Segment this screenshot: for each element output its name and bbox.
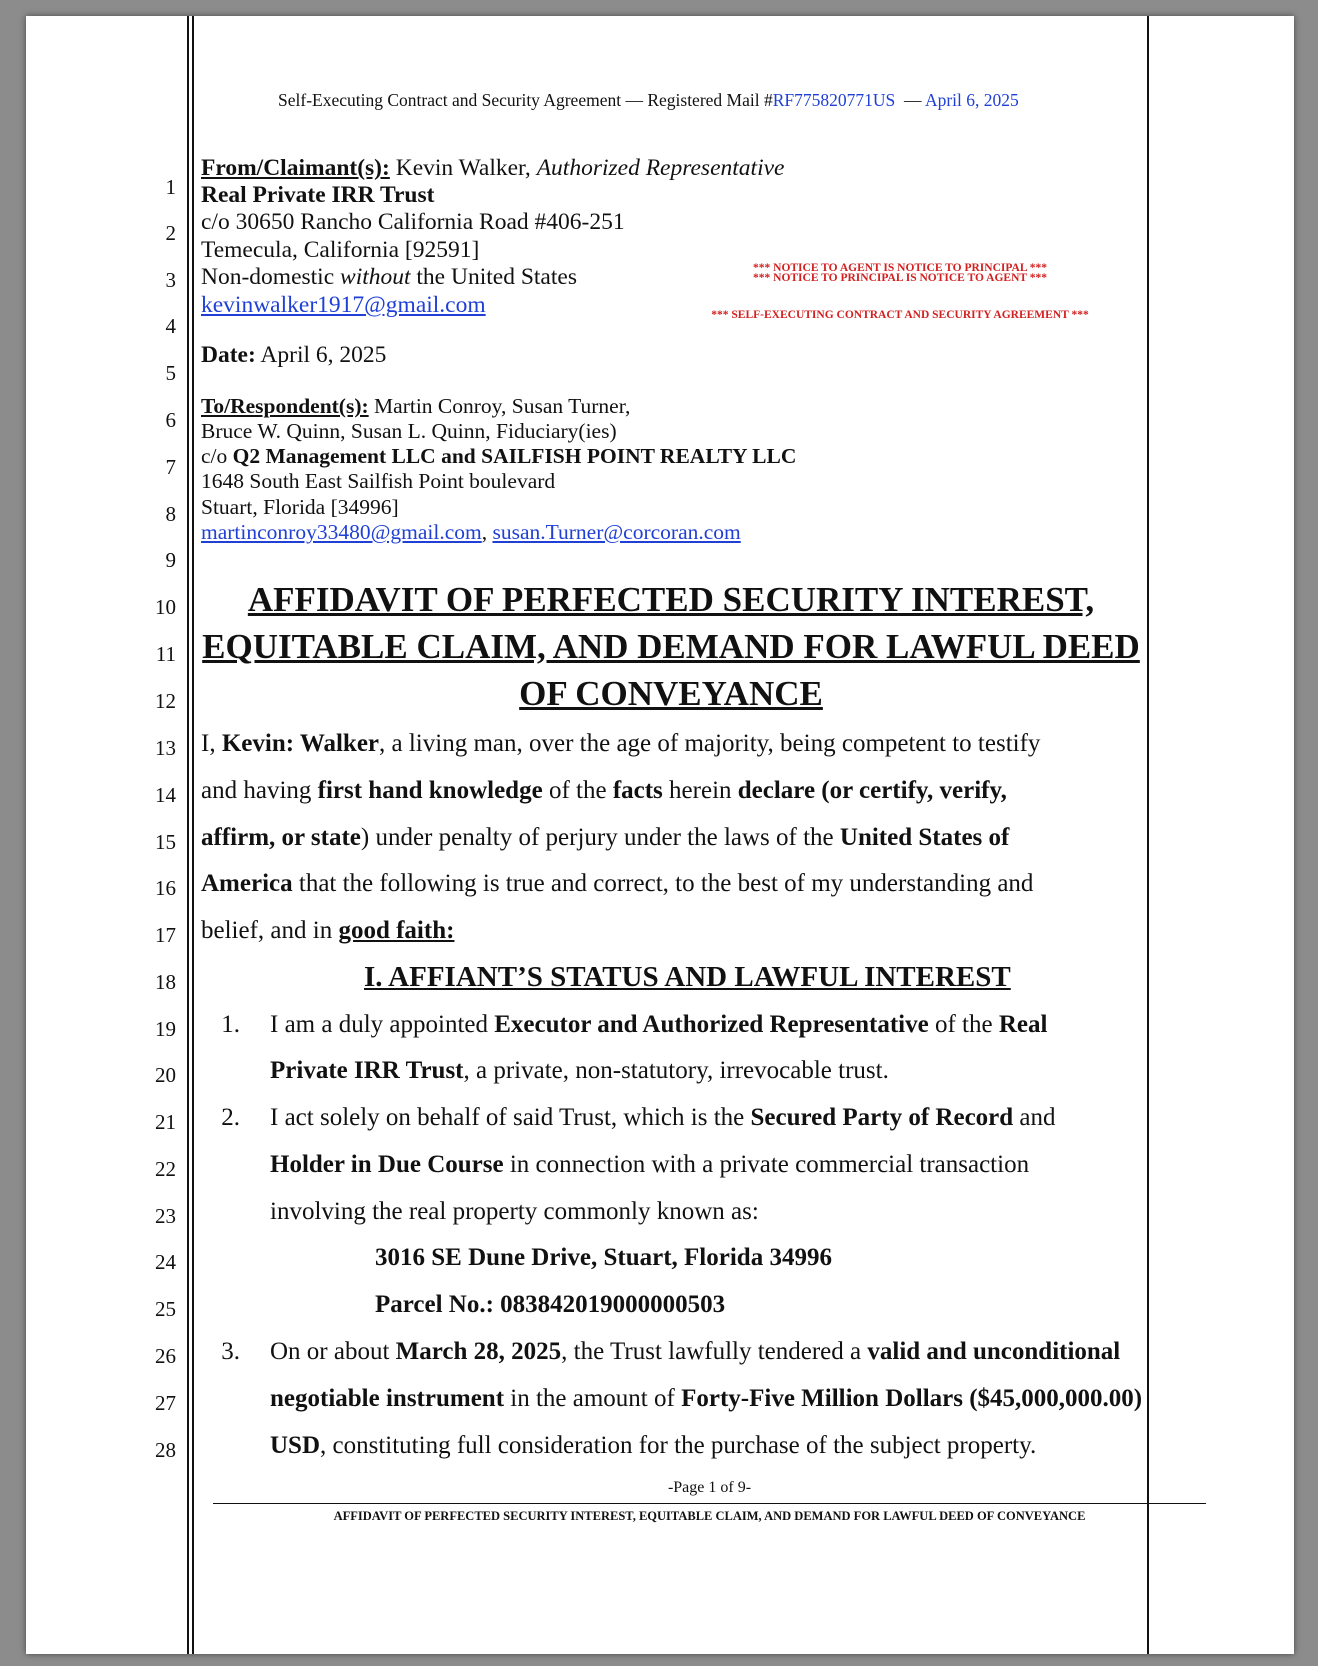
item-2-line-21: I act solely on behalf of said Trust, which is the Secured Party of Record and (270, 1104, 1056, 1131)
line-number: 2 (165, 221, 176, 245)
item-3-line-28: USD, constituting full consideration for the purchase of the subject property. (270, 1432, 1037, 1459)
respondent-address-2: Stuart, Florida [34996] (201, 495, 399, 519)
item-1-number: 1. (221, 1011, 240, 1038)
date-value: April 6, 2025 (260, 342, 387, 368)
line-number: 28 (155, 1438, 176, 1462)
intro-line-15: affirm, or state) under penalty of perjury under the laws of the United States of (201, 824, 1010, 851)
line-number: 27 (155, 1391, 176, 1415)
header-dash: — (904, 90, 922, 110)
intro-line-17: belief, and in good faith: (201, 917, 455, 944)
item-3-number: 3. (221, 1338, 240, 1365)
respondent-names-1: Martin Conroy, Susan Turner, (374, 394, 631, 418)
line-number: 23 (155, 1204, 176, 1228)
section-heading: I. AFFIANT’S STATUS AND LAWFUL INTEREST (364, 961, 1011, 993)
intro-line-16: America that the following is true and correct, to the best of my understanding and (201, 870, 1034, 897)
respondent-emails: martinconroy33480@gmail.com, susan.Turner@corcoran.com (201, 520, 741, 544)
claimant-email-link[interactable]: kevinwalker1917@gmail.com (201, 292, 486, 318)
respondent-company: Q2 Management LLC and SAILFISH POINT REALTY LLC (232, 444, 797, 468)
claimant-line-1 (201, 154, 784, 183)
right-margin-rule (1147, 16, 1149, 1654)
respondent-email-link-2[interactable]: susan.Turner@corcoran.com (492, 520, 741, 544)
line-number: 8 (165, 502, 176, 526)
item-2-line-22: Holder in Due Course in connection with a private commercial transaction (270, 1151, 1030, 1178)
claimant-trust: Real Private IRR Trust (201, 182, 435, 208)
registered-mail-number: RF775820771US (772, 90, 896, 110)
title-line-3: OF CONVEYANCE (519, 674, 823, 713)
respondent-names-2: Bruce W. Quinn, Susan L. Quinn, Fiduciary(ies) (201, 419, 617, 443)
item-3-line-27: negotiable instrument in the amount of Forty-Five Million Dollars ($45,000,000.00) (270, 1385, 1143, 1412)
line-number: 14 (155, 783, 176, 807)
line-number: 15 (155, 830, 176, 854)
line-number: 6 (165, 408, 176, 432)
claimant-address-2: Temecula, California [92591] (201, 237, 480, 263)
line-number: 21 (155, 1110, 176, 1134)
claimant-role: Authorized Representative (536, 155, 785, 181)
page-number: -Page 1 of 9- (667, 1479, 752, 1496)
line-number: 3 (165, 268, 176, 292)
line-number: 9 (165, 548, 176, 572)
item-1-line-20: Private IRR Trust, a private, non-statutory, irrevocable trust. (270, 1057, 889, 1084)
left-margin-rule (187, 16, 189, 1654)
running-header (278, 90, 1019, 111)
line-number: 13 (155, 736, 176, 760)
claimant-address-1: c/o 30650 Rancho California Road #406-251 (201, 209, 625, 235)
date-line (201, 341, 386, 370)
left-margin-rule-inner (192, 16, 194, 1654)
line-number: 24 (155, 1250, 176, 1274)
item-2-number: 2. (221, 1104, 240, 1131)
line-number: 7 (165, 455, 176, 479)
date-label: Date: (201, 342, 256, 368)
line-number: 4 (165, 314, 176, 338)
line-number: 16 (155, 876, 176, 900)
property-address: 3016 SE Dune Drive, Stuart, Florida 34996 (375, 1244, 832, 1271)
affiant-name: Kevin: Walker (221, 730, 380, 757)
respondent-address-1: 1648 South East Sailfish Point boulevard (201, 469, 556, 493)
line-number: 18 (155, 970, 176, 994)
notice-self-executing: *** SELF-EXECUTING CONTRACT AND SECURITY AGREEMENT *** (711, 309, 1089, 321)
respondent-line-1 (201, 393, 630, 420)
claimant-label: From/Claimant(s): (201, 155, 390, 181)
title-line-2: EQUITABLE CLAIM, AND DEMAND FOR LAWFUL DEED (202, 627, 1140, 666)
footer-title: AFFIDAVIT OF PERFECTED SECURITY INTEREST, EQUITABLE CLAIM, AND DEMAND FOR LAWFUL DEED OF CONVEYANCE (333, 1509, 1086, 1523)
item-1-line-19: I am a duly appointed Executor and Authorized Representative of the Real (270, 1011, 1048, 1038)
respondent-label: To/Respondent(s): (201, 394, 369, 418)
respondent-email-link-1[interactable]: martinconroy33480@gmail.com (201, 520, 482, 544)
notice-line-2: *** NOTICE TO PRINCIPAL IS NOTICE TO AGENT *** (753, 272, 1047, 284)
intro-line-14: and having first hand knowledge of the facts herein declare (or certify, verify, (201, 777, 1007, 804)
intro-line-13: I, Kevin: Walker, a living man, over the age of majority, being competent to testify (201, 730, 1041, 757)
line-number: 26 (155, 1344, 176, 1368)
line-number: 20 (155, 1063, 176, 1087)
line-number: 5 (165, 361, 176, 385)
line-number: 17 (155, 923, 176, 947)
claimant-name: Kevin Walker, (395, 155, 531, 181)
line-number: 12 (155, 689, 176, 713)
line-number: 19 (155, 1017, 176, 1041)
line-number: 22 (155, 1157, 176, 1181)
footer-rule (213, 1503, 1206, 1504)
line-number: 25 (155, 1297, 176, 1321)
header-date: April 6, 2025 (924, 90, 1019, 110)
notice-agent-principal (720, 262, 1080, 284)
item-3-line-26: On or about March 28, 2025, the Trust lawfully tendered a valid and unconditional (270, 1338, 1121, 1365)
parcel-number: Parcel No.: 083842019000000503 (375, 1291, 726, 1318)
line-number: 10 (155, 595, 176, 619)
notice-line-1: *** NOTICE TO AGENT IS NOTICE TO PRINCIPAL *** (753, 262, 1047, 274)
title-line-1: AFFIDAVIT OF PERFECTED SECURITY INTEREST, (247, 580, 1095, 619)
item-2-line-23: involving the real property commonly known as: (270, 1198, 759, 1225)
line-number: 1 (165, 175, 176, 199)
respondent-company-line: c/o Q2 Management LLC and SAILFISH POINT REALTY LLC (201, 444, 797, 468)
line-number: 11 (155, 642, 176, 666)
header-text: Self-Executing Contract and Security Agreement — Registered Mail # (278, 90, 773, 110)
claimant-address-3: Non-domestic without the United States (201, 264, 577, 290)
good-faith-text: good faith: (338, 917, 455, 944)
